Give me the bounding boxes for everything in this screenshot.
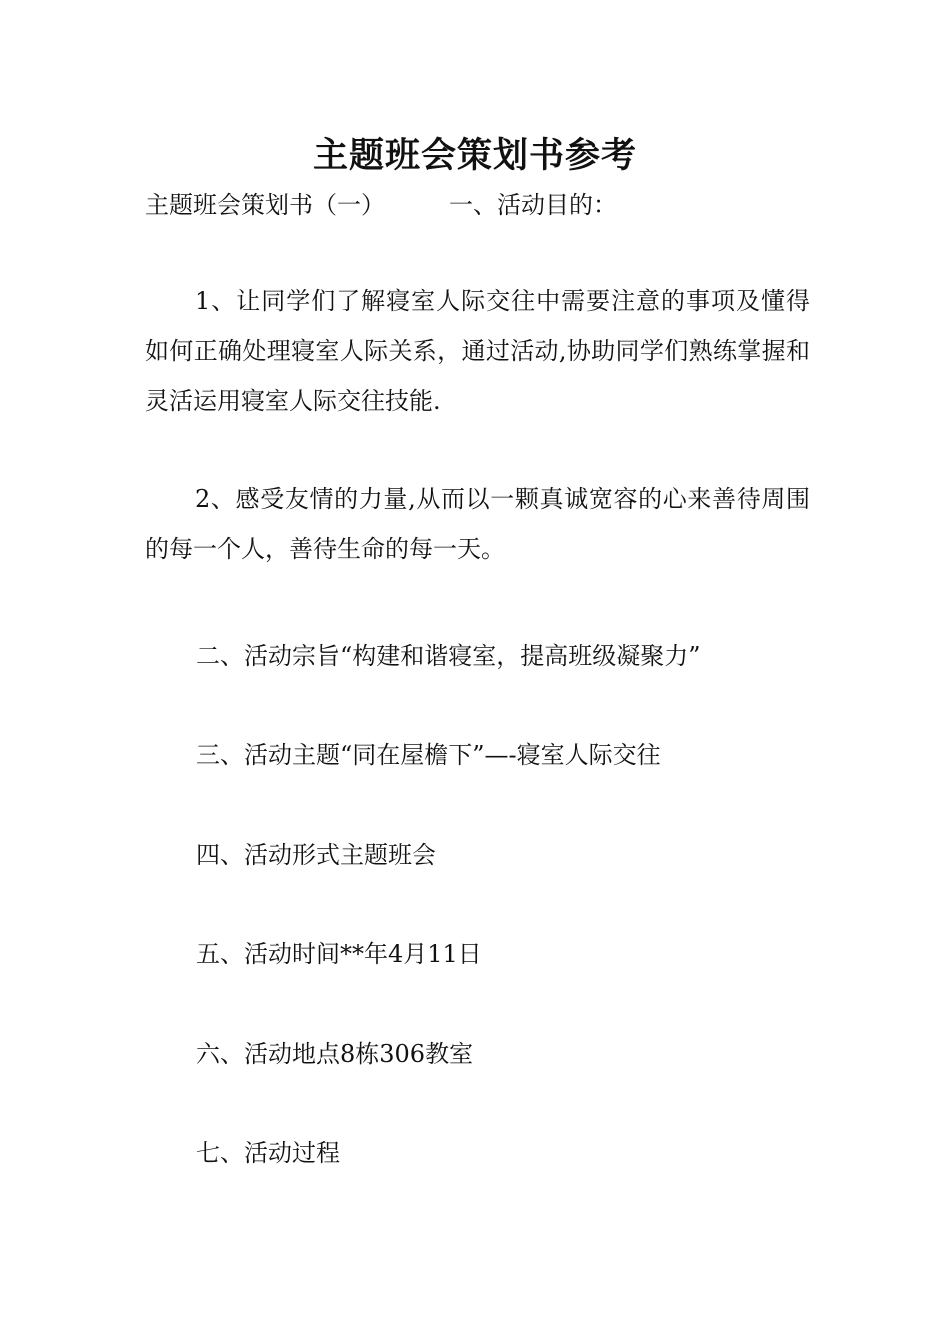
- intro-line: [145, 185, 617, 220]
- paragraph-objective-2: 2、感受友情的力量,从而以一颗真诚宽容的心来善待周围的每一个人，善待生命的每一天。: [145, 485, 810, 563]
- section-theme: 三、活动主题“同在屋檐下”—-寝室人际交往: [196, 741, 661, 769]
- section-location: 六、活动地点8栋306教室: [196, 1040, 474, 1068]
- document-title: 主题班会策划书参考: [312, 135, 637, 176]
- section-one-heading: 一、活动目的：: [449, 191, 617, 219]
- section-time: 五、活动时间**年4月11日: [196, 940, 482, 968]
- section-format: 四、活动形式主题班会: [196, 841, 436, 869]
- section-purpose: 二、活动宗旨“构建和谐寝室，提高班级凝聚力”: [196, 642, 701, 670]
- section-process: 七、活动过程: [196, 1139, 340, 1167]
- intro-heading: 主题班会策划书（一）: [145, 191, 385, 219]
- paragraph-objective-1: 1、让同学们了解寝室人际交往中需要注意的事项及懂得如何正确处理寝室人际关系，通过活动,协助同学们熟练掌握和灵活运用寝室人际交往技能.: [145, 287, 810, 415]
